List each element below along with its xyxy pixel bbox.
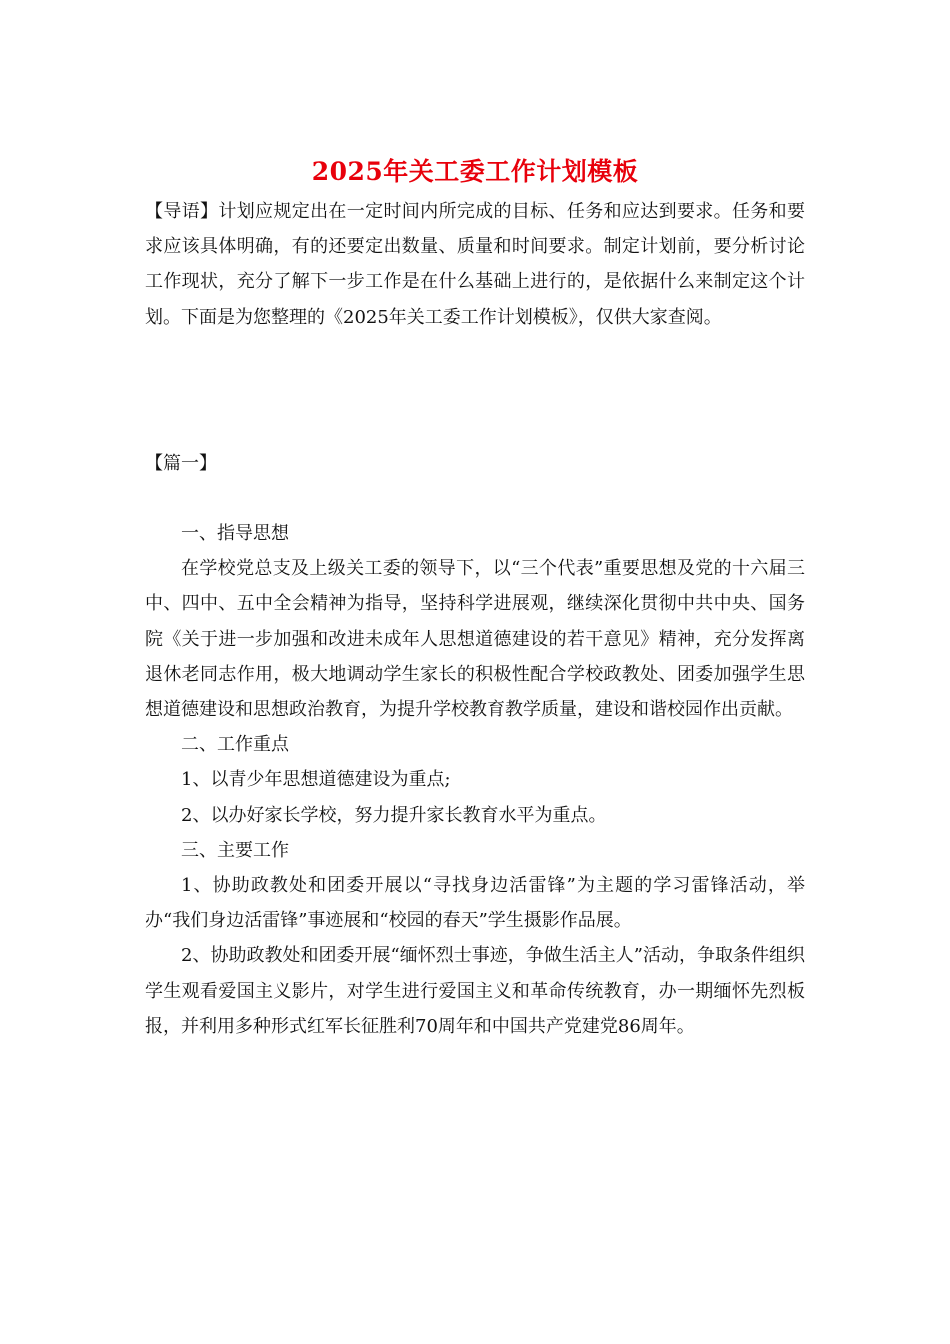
list-item: 1、以青少年思想道德建设为重点;: [181, 769, 451, 791]
section-heading-work-focus: 二、工作重点: [181, 734, 289, 756]
intro-paragraph: 【导语】计划应规定出在一定时间内所完成的目标、任务和应达到要求。任务和要求应该具体明确，有的还要定出数量、质量和时间要求。制定计划前，要分析讨论工作现状，充分了解下一步工作是在什么基础上进行的，是依据什么来制定这个计划。下面是为您整理的《2025年关工委工作计划模板》，仅供大家查阅。: [145, 201, 805, 328]
list-item: 2、以办好家长学校，努力提升家长教育水平为重点。: [181, 804, 607, 826]
list-item: 2、协助政教处和团委开展“缅怀烈士事迹，争做生活主人”活动，争取条件组织学生观看爱国主义影片，对学生进行爱国主义和革命传统教育，办一期缅怀先烈板报，并利用多种形式红军长征胜利70周年和中国共产党建党86周年。: [145, 945, 805, 1037]
body-paragraph: 在学校党总支及上级关工委的领导下，以“三个代表”重要思想及党的十六届三中、四中、五中全会精神为指导，坚持科学进展观，继续深化贯彻中共中央、国务院《关于进一步加强和改进未成年人思想道德建设的若干意见》精神，充分发挥离退休老同志作用，极大地调动学生家长的积极性配合学校政教处、团委加强学生思想道德建设和思想政治教育，为提升学校教育教学质量，建设和谐校园作出贡献。: [145, 558, 805, 721]
list-item: 1、协助政教处和团委开展以“寻找身边活雷锋”为主题的学习雷锋活动，举办“我们身边活雷锋”事迹展和“校园的春天”学生摄影作品展。: [145, 875, 805, 932]
section-heading-guiding-ideology: 一、指导思想: [181, 523, 289, 544]
document-title: 2025年关工委工作计划模板: [311, 157, 639, 186]
part-label: 【篇一】: [145, 453, 217, 474]
section-heading-main-work: 三、主要工作: [181, 839, 289, 861]
document-body: [145, 516, 805, 1044]
